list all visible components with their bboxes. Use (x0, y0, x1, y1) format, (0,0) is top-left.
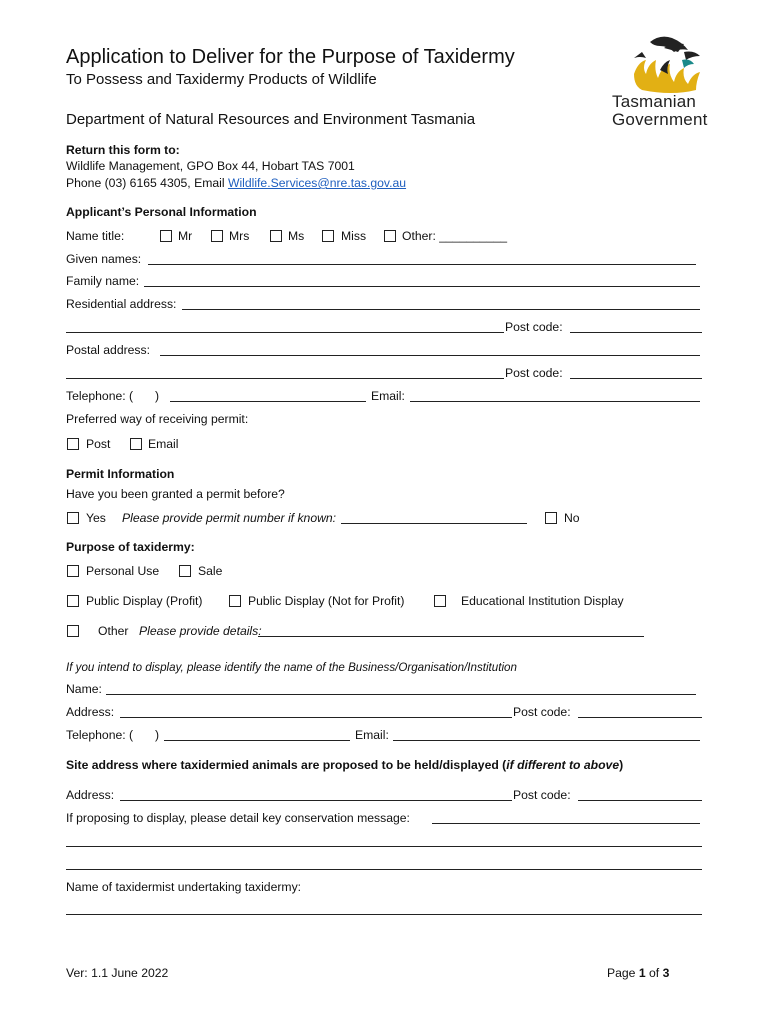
email-label: Email: (371, 389, 405, 403)
checkbox-yes[interactable] (67, 512, 79, 524)
personal-heading: Applicant’s Personal Information (66, 205, 257, 219)
site-heading-main: Site address where taxidermied animals are proposed to be held/displayed ( (66, 758, 507, 772)
checkbox-email[interactable] (130, 438, 142, 450)
label-post: Post (86, 437, 111, 451)
checkbox-no[interactable] (545, 512, 557, 524)
checkbox-public-profit[interactable] (67, 595, 79, 607)
label-personal-use: Personal Use (86, 564, 160, 578)
residential-postcode-field[interactable] (570, 332, 702, 333)
label-yes: Yes (86, 511, 106, 525)
form-subtitle: To Possess and Taxidermy Products of Wildlife (66, 71, 377, 88)
label-miss: Miss (341, 229, 367, 243)
email-field[interactable] (410, 401, 700, 402)
postal-address-field-2[interactable] (66, 378, 504, 379)
checkbox-ms[interactable] (270, 230, 282, 242)
conservation-field-2[interactable] (66, 846, 702, 847)
conservation-label: If proposing to display, please detail key conservation message: (66, 811, 410, 825)
given-names-field[interactable] (148, 264, 696, 265)
site-heading-close: ) (619, 758, 624, 772)
postal-address-label: Postal address: (66, 343, 151, 357)
postal-postcode-field[interactable] (570, 378, 702, 379)
residential-address-field-2[interactable] (66, 332, 504, 333)
display-email-field[interactable] (393, 740, 700, 741)
given-names-label: Given names: (66, 252, 142, 266)
checkbox-educational[interactable] (434, 595, 446, 607)
label-no: No (564, 511, 580, 525)
telephone-label: Telephone: ( (66, 389, 134, 403)
display-name-field[interactable] (106, 694, 696, 695)
logo-text-tasmanian: Tasmanian (612, 92, 697, 111)
permit-number-label: Please provide permit number if known: (122, 511, 337, 525)
label-ms: Ms (288, 229, 305, 243)
telephone-field[interactable] (170, 401, 366, 402)
display-address-field[interactable] (120, 717, 512, 718)
permit-heading: Permit Information (66, 467, 175, 481)
department-name: Department of Natural Resources and Environment Tasmania (66, 111, 476, 128)
label-mr: Mr (178, 229, 193, 243)
version-label: Ver: 1.1 June 2022 (66, 966, 169, 980)
return-phone: Phone (03) 6165 4305, Email (66, 176, 228, 190)
site-heading-italic: if different to above (506, 758, 620, 772)
return-heading: Return this form to: (66, 143, 180, 157)
return-contact (66, 176, 406, 190)
display-intro: If you intend to display, please identify the name of the Business/Organisation/Institution (66, 661, 517, 674)
postal-postcode-label: Post code: (505, 366, 563, 380)
label-email: Email (148, 437, 179, 451)
display-telephone-close: ) (155, 728, 160, 742)
label-sale: Sale (198, 564, 223, 578)
checkbox-sale[interactable] (179, 565, 191, 577)
display-postcode-field[interactable] (578, 717, 702, 718)
display-address-label: Address: (66, 705, 115, 719)
site-postcode-field[interactable] (578, 800, 702, 801)
label-public-nonprofit: Public Display (Not for Profit) (248, 594, 405, 608)
page-current: 1 (638, 966, 646, 980)
checkbox-other-purpose[interactable] (67, 625, 79, 637)
site-postcode-label: Post code: (513, 788, 571, 802)
permit-question: Have you been granted a permit before? (66, 487, 285, 501)
logo-text-government: Government (612, 110, 708, 129)
display-telephone-field[interactable] (164, 740, 350, 741)
site-address-label: Address: (66, 788, 115, 802)
checkbox-mrs[interactable] (211, 230, 223, 242)
display-telephone-label: Telephone: ( (66, 728, 134, 742)
page-total: 3 (662, 966, 670, 980)
family-name-label: Family name: (66, 274, 140, 288)
conservation-field-3[interactable] (66, 869, 702, 870)
display-email-label: Email: (355, 728, 389, 742)
purpose-heading: Purpose of taxidermy: (66, 540, 195, 554)
return-email-link[interactable]: Wildlife.Services@nre.tas.gov.au (227, 176, 407, 190)
taxidermist-field[interactable] (66, 914, 702, 915)
taxidermist-label: Name of taxidermist undertaking taxidermy: (66, 880, 302, 894)
telephone-close: ) (155, 389, 160, 403)
residential-address-label: Residential address: (66, 297, 177, 311)
checkbox-mr[interactable] (160, 230, 172, 242)
family-name-field[interactable] (144, 286, 700, 287)
checkbox-post[interactable] (67, 438, 79, 450)
page-of: of (645, 966, 663, 980)
other-details-field[interactable] (258, 636, 644, 637)
checkbox-miss[interactable] (322, 230, 334, 242)
return-address: Wildlife Management, GPO Box 44, Hobart TAS 7001 (66, 159, 355, 173)
checkbox-public-nonprofit[interactable] (229, 595, 241, 607)
label-other: Other: __________ (402, 229, 508, 243)
label-educational: Educational Institution Display (461, 594, 624, 608)
page-prefix: Page (607, 966, 639, 980)
postal-address-field[interactable] (160, 355, 700, 356)
other-details-label: Please provide details: (139, 624, 262, 638)
label-public-profit: Public Display (Profit) (86, 594, 203, 608)
label-other-purpose: Other (98, 624, 129, 638)
checkbox-other[interactable] (384, 230, 396, 242)
conservation-field[interactable] (432, 823, 700, 824)
site-address-field[interactable] (120, 800, 512, 801)
residential-address-field[interactable] (182, 309, 700, 310)
site-heading (66, 758, 623, 772)
residential-postcode-label: Post code: (505, 320, 563, 334)
preferred-label: Preferred way of receiving permit: (66, 412, 249, 426)
name-title-label: Name title: (66, 229, 125, 243)
display-name-label: Name: (66, 682, 102, 696)
permit-number-field[interactable] (341, 523, 527, 524)
display-postcode-label: Post code: (513, 705, 571, 719)
label-mrs: Mrs (229, 229, 250, 243)
checkbox-personal-use[interactable] (67, 565, 79, 577)
form-title: Application to Deliver for the Purpose of Taxidermy (66, 46, 515, 68)
page-number (607, 966, 669, 980)
